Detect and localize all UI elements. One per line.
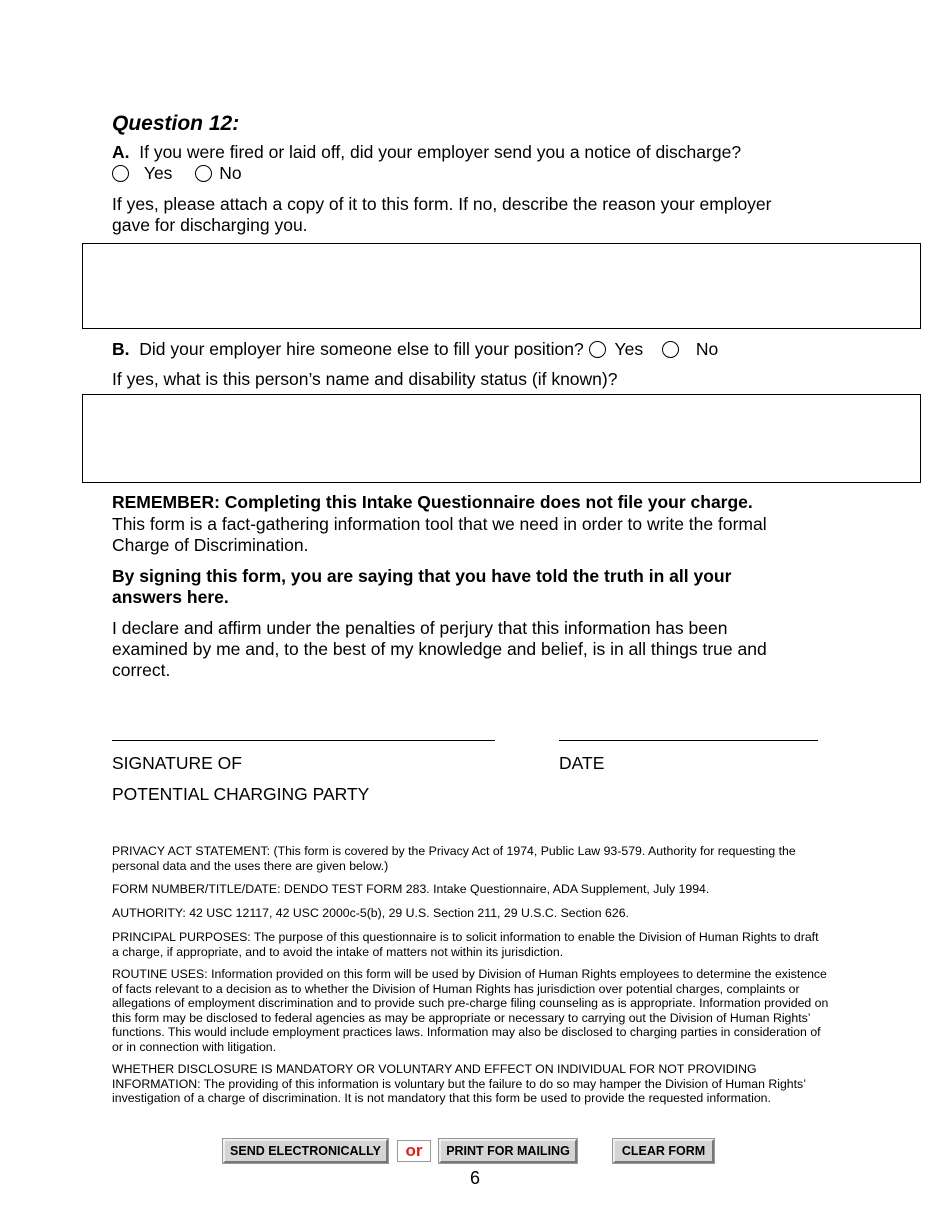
question-a (112, 142, 741, 163)
question-b-yes-radio[interactable] (589, 341, 606, 358)
replacement-person-textbox[interactable] (82, 394, 921, 483)
principal-purposes-statement (112, 930, 842, 959)
privacy-line: personal data and the uses there are given below.) (112, 858, 389, 873)
question-a-yes-radio[interactable] (112, 165, 129, 182)
declare-line-1: I declare and affirm under the penalties of perjury that this information has been (112, 618, 728, 638)
privacy-line: or in connection with litigation. (112, 1039, 277, 1054)
question-b-no-radio[interactable] (662, 341, 679, 358)
date-label: DATE (559, 753, 605, 773)
privacy-act-statement (112, 844, 842, 873)
question-b-label: B. (112, 339, 130, 359)
privacy-line: WHETHER DISCLOSURE IS MANDATORY OR VOLUNTARY AND EFFECT ON INDIVIDUAL FOR NOT PROVIDING (112, 1062, 757, 1076)
question-b-followup: If yes, what is this person’s name and disability status (if known)? (112, 369, 618, 389)
signature-line[interactable] (112, 740, 495, 741)
remember-line-2: Charge of Discrimination. (112, 535, 309, 555)
remember-line-1: This form is a fact-gathering information tool that we need in order to write the formal (112, 514, 767, 534)
routine-uses-statement (112, 967, 842, 1054)
privacy-line: investigation of a charge of discrimination. It is not mandatory that this form be used to provide the requested information. (112, 1091, 771, 1105)
discharge-reason-textbox[interactable] (82, 243, 921, 329)
print-for-mailing-button[interactable]: PRINT FOR MAILING (439, 1139, 577, 1163)
privacy-line: functions. This would include employment practices laws. Information may also be disclosed to charging parties in consideration of (112, 1025, 821, 1039)
privacy-line: this form may be disclosed to federal agencies as may be appropriate or necessary to carrying out the Division of Human Rights’ (112, 1010, 811, 1025)
question-b-yes-label: Yes (614, 339, 644, 359)
privacy-line: of facts relevant to a decision as to whether the Division of Human Rights has jurisdiction over potential charges, complaints or (112, 981, 800, 996)
form-number-statement: FORM NUMBER/TITLE/DATE: DENDO TEST FORM 283. Intake Questionnaire, ADA Supplement, July 1994. (112, 882, 710, 896)
question-b-text: Did your employer hire someone else to fill your position? (139, 339, 584, 359)
privacy-line: a charge, if appropriate, and to avoid the intake of matters not within its jurisdiction. (112, 944, 564, 959)
question-a-no-label: No (219, 163, 242, 183)
disclosure-statement (112, 1062, 842, 1106)
signature-label-1: SIGNATURE OF (112, 753, 242, 773)
question-a-yes-label: Yes (143, 163, 173, 183)
question-title: Question 12: (112, 112, 240, 135)
signing-line-1: By signing this form, you are saying that you have told the truth in all your (112, 566, 732, 586)
page-number: 6 (469, 1168, 480, 1188)
question-a-followup-line-2: gave for discharging you. (112, 215, 308, 235)
signature-label-2: POTENTIAL CHARGING PARTY (112, 784, 370, 804)
date-line[interactable] (559, 740, 818, 741)
declare-line-2: examined by me and, to the best of my knowledge and belief, is in all things true and (112, 639, 767, 659)
remember-heading: REMEMBER: Completing this Intake Questionnaire does not file your charge. (112, 492, 753, 512)
privacy-line: PRINCIPAL PURPOSES: The purpose of this questionnaire is to solicit information to enable the Division of Human Rights to draft (112, 930, 819, 944)
or-label: or (397, 1140, 431, 1162)
question-b-no-label: No (695, 339, 719, 359)
clear-form-button[interactable]: CLEAR FORM (613, 1139, 714, 1163)
send-electronically-button[interactable]: SEND ELECTRONICALLY (223, 1139, 388, 1163)
privacy-line: INFORMATION: The providing of this information is voluntary but the failure to do so may hamper the Division of Human Rights’ (112, 1076, 806, 1091)
privacy-line: ROUTINE USES: Information provided on this form will be used by Division of Human Rights employees to determine the existence (112, 967, 827, 981)
question-b (112, 339, 718, 360)
question-a-options (112, 163, 242, 184)
privacy-line: allegations of employment discrimination and to provide such pre-charge filing counseling as is appropriate. Information provided on (112, 996, 829, 1010)
question-a-followup-line-1: If yes, please attach a copy of it to this form. If no, describe the reason your employer (112, 194, 772, 214)
authority-statement: AUTHORITY: 42 USC 12117, 42 USC 2000c-5(b), 29 U.S. Section 211, 29 U.S.C. Section 626. (112, 906, 629, 920)
signing-line-2: answers here. (112, 587, 229, 607)
privacy-line: PRIVACY ACT STATEMENT: (This form is covered by the Privacy Act of 1974, Public Law 93-579. Authority for requesting the (112, 844, 796, 858)
question-a-label: A. (112, 142, 130, 162)
question-a-no-radio[interactable] (195, 165, 212, 182)
declare-line-3: correct. (112, 660, 171, 680)
question-a-text: If you were fired or laid off, did your employer send you a notice of discharge? (139, 142, 742, 162)
